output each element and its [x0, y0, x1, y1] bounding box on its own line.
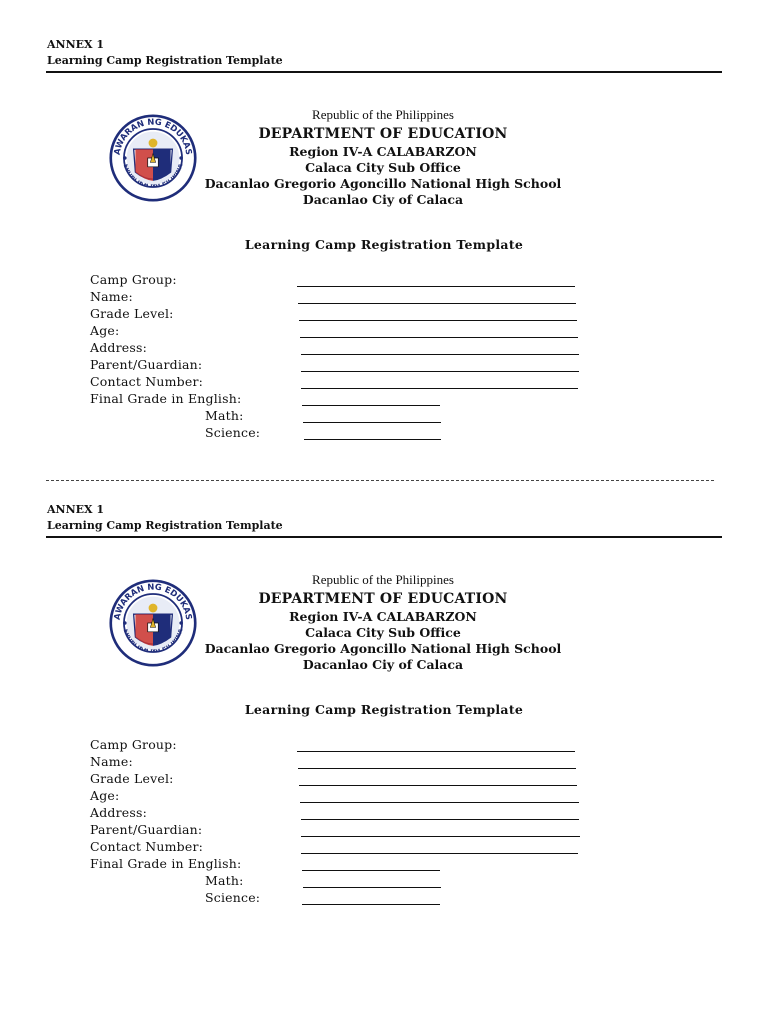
camp-group-label: Camp Group: — [90, 272, 177, 287]
contact-number-label: Contact Number: — [90, 374, 204, 389]
contact-number-label: Contact Number: — [90, 839, 204, 854]
grade-level-label: Grade Level: — [90, 771, 174, 786]
math-field[interactable] — [303, 422, 441, 423]
letterhead-region: Region IV-A CALABARZON — [289, 609, 477, 624]
letterhead-sub-office: Calaca City Sub Office — [305, 625, 461, 640]
final-grade-english-label: Final Grade in English: — [90, 391, 242, 406]
science-field[interactable] — [304, 439, 441, 440]
camp-group-field[interactable] — [297, 286, 575, 287]
letterhead-locality: Dacanlao Ciy of Calaca — [302, 657, 464, 672]
letterhead — [160, 571, 606, 673]
header-rule — [46, 71, 722, 73]
name-field[interactable] — [298, 303, 576, 304]
name-label: Name: — [90, 289, 133, 304]
parent-guardian-label: Parent/Guardian: — [90, 822, 203, 837]
letterhead-region: Region IV-A CALABARZON — [289, 144, 477, 159]
age-label: Age: — [90, 323, 120, 338]
grade-level-label: Grade Level: — [90, 306, 174, 321]
parent-guardian-field[interactable] — [301, 836, 580, 837]
address-field[interactable] — [301, 819, 579, 820]
grade-level-field[interactable] — [299, 320, 577, 321]
camp-group-field[interactable] — [297, 751, 575, 752]
letterhead-sub-office: Calaca City Sub Office — [305, 160, 461, 175]
science-field[interactable] — [302, 904, 440, 905]
final-grade-english-field[interactable] — [302, 870, 440, 871]
annex-title: Learning Camp Registration Template — [47, 54, 283, 67]
letterhead-school: Dacanlao Gregorio Agoncillo National High School — [204, 641, 562, 656]
contact-number-field[interactable] — [301, 853, 578, 854]
annex-number: ANNEX 1 — [47, 38, 105, 51]
parent-guardian-label: Parent/Guardian: — [90, 357, 203, 372]
contact-number-field[interactable] — [301, 388, 578, 389]
math-label: Math: — [205, 873, 244, 888]
age-field[interactable] — [300, 337, 578, 338]
letterhead-school: Dacanlao Gregorio Agoncillo National High School — [204, 176, 562, 191]
age-field[interactable] — [300, 802, 579, 803]
header-rule — [46, 536, 722, 538]
address-label: Address: — [90, 805, 148, 820]
science-label: Science: — [205, 890, 261, 905]
name-label: Name: — [90, 754, 133, 769]
letterhead-republic: Republic of the Philippines — [312, 107, 454, 122]
camp-group-label: Camp Group: — [90, 737, 177, 752]
registration-form-copy-1 — [0, 38, 768, 478]
form-title: Learning Camp Registration Template — [244, 702, 524, 717]
form-title: Learning Camp Registration Template — [244, 237, 524, 252]
parent-guardian-field[interactable] — [301, 371, 579, 372]
letterhead-department: DEPARTMENT OF EDUCATION — [258, 126, 508, 142]
math-field[interactable] — [303, 887, 441, 888]
age-label: Age: — [90, 788, 120, 803]
letterhead-republic: Republic of the Philippines — [312, 572, 454, 587]
address-label: Address: — [90, 340, 148, 355]
annex-number: ANNEX 1 — [47, 503, 105, 516]
final-grade-english-field[interactable] — [302, 405, 440, 406]
registration-form-copy-2 — [0, 503, 768, 943]
letterhead-department: DEPARTMENT OF EDUCATION — [258, 591, 508, 607]
annex-title: Learning Camp Registration Template — [47, 519, 283, 532]
letterhead — [160, 106, 606, 208]
science-label: Science: — [205, 425, 261, 440]
cut-line-separator — [46, 480, 714, 481]
final-grade-english-label: Final Grade in English: — [90, 856, 242, 871]
grade-level-field[interactable] — [299, 785, 577, 786]
letterhead-locality: Dacanlao Ciy of Calaca — [302, 192, 464, 207]
name-field[interactable] — [298, 768, 576, 769]
math-label: Math: — [205, 408, 244, 423]
address-field[interactable] — [301, 354, 579, 355]
